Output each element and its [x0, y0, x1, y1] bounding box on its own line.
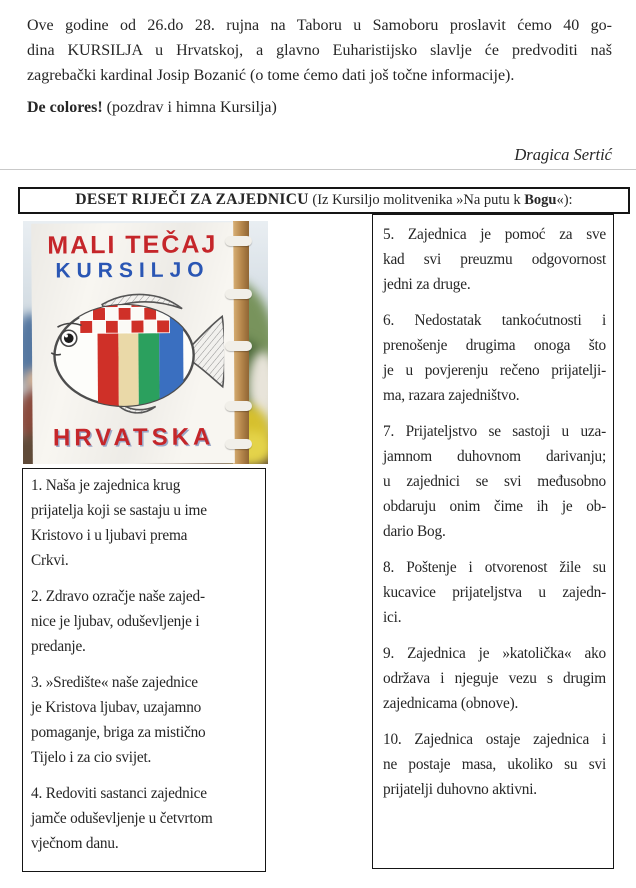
section-header-box	[18, 187, 630, 214]
intro-paragraph	[27, 13, 612, 88]
text-line: jedni za druge.	[383, 276, 471, 293]
text-line: 7. Prijateljstvo se sastoji u uza-	[383, 423, 606, 440]
text-line: Kristovo i u ljubavi prema	[31, 527, 188, 544]
text-line: kad svi preuzmu odgovornost	[383, 251, 606, 268]
text-line: 3. »Središte« naše zajednice	[31, 674, 198, 691]
list-item-1	[31, 473, 259, 573]
pole-strap	[225, 236, 252, 246]
list-item-2	[31, 584, 259, 659]
pole-strap	[225, 439, 252, 449]
text-line: održava i njeguje vezu s drugim	[383, 670, 606, 687]
list-item-5	[383, 222, 606, 297]
text-line: vječnom danu.	[31, 835, 119, 852]
text-line: u zajednici se svi međusobno	[383, 473, 606, 490]
text-line: dina KURSILJA u Hrvatskoj, a glavno Euharistijsko slavlje će predvoditi naš	[27, 42, 612, 59]
text-line: jamnom duhovnom darivanju;	[383, 448, 606, 465]
banner-text-kursiljo: KURSILJO	[55, 258, 210, 283]
text-line: prijatelji duhovno aktivni.	[383, 781, 537, 798]
text-line: je Kristova ljubav, uzajamno	[31, 699, 202, 716]
text-line: 9. Zajednica je »katolička« ako	[383, 645, 606, 662]
text-line: Crkvi.	[31, 552, 69, 569]
greeting-note: (pozdrav i himna Kursilja)	[102, 99, 277, 116]
text-line: 8. Poštenje i otvorenost žile su	[383, 559, 606, 576]
section-subtitle-suffix: «):	[556, 192, 573, 208]
greeting-line	[27, 99, 612, 117]
list-item-8	[383, 555, 606, 630]
text-line: 5. Zajednica je pomoć za sve	[383, 226, 606, 243]
text-line: 4. Redoviti sastanci zajednice	[31, 785, 207, 802]
list-item-7	[383, 419, 606, 544]
greeting-salute: De colores!	[27, 99, 103, 116]
text-line: kucavice prijateljstva u zajedn-	[383, 584, 606, 601]
banner-photo	[23, 221, 268, 464]
pole-strap	[225, 341, 252, 351]
list-item-10	[383, 727, 606, 802]
list-item-4	[31, 781, 259, 856]
text-line: nice je ljubav, oduševljenje i	[31, 613, 200, 630]
pole-strap	[225, 401, 252, 411]
list-item-3	[31, 670, 259, 770]
text-line: 10. Zajednica ostaje zajednica i	[383, 731, 606, 748]
text-line: obdaruju onim čime ih je ob-	[383, 498, 606, 515]
banner-text-mali-tecaj: MALI TEČAJ	[47, 230, 218, 260]
text-line: 2. Zdravo ozračje naše zajed-	[31, 588, 205, 605]
text-line: pomaganje, briga za mistično	[31, 724, 206, 741]
text-line: jamče oduševljenje u četvrtom	[31, 810, 213, 827]
fish-illustration	[40, 284, 225, 417]
text-line: 1. Naša je zajednica krug	[31, 477, 181, 494]
signature: Dragica Sertić	[514, 145, 612, 164]
section-subtitle-prefix: (Iz Kursiljo molitvenika »Na putu k	[308, 192, 525, 208]
text-line: zagrebački kardinal Josip Bozanić (o tome ćemo dati još točne informacije).	[27, 67, 515, 84]
list-item-9	[383, 641, 606, 716]
text-line: je u povjerenju rečeno prijatelji-	[383, 362, 606, 379]
text-line: 6. Nedostatak tankoćutnosti i	[383, 312, 606, 329]
text-line: ici.	[383, 609, 402, 626]
banner-cloth	[31, 222, 235, 464]
text-line: dario Bog.	[383, 523, 446, 540]
section-title: DESET RIJEČI ZA ZAJEDNICU	[75, 191, 309, 208]
right-column-box	[372, 214, 614, 869]
banner-text-hrvatska: HRVATSKA	[52, 423, 215, 452]
text-line: Ove godine od 26.do 28. rujna na Taboru u Samoboru proslavit ćemo 40 go-	[27, 17, 612, 34]
left-column-box	[22, 468, 266, 872]
section-subtitle-bold: Bogu	[524, 192, 557, 208]
text-line: predanje.	[31, 638, 86, 655]
text-line: prijatelja koji se sastaju u ime	[31, 502, 207, 519]
text-line: prenošenje drugima onoga što	[383, 337, 606, 354]
horizontal-rule	[0, 169, 636, 170]
text-line: zajednicama (obnove).	[383, 695, 519, 712]
pole-strap	[225, 289, 252, 299]
text-line: ma, razara zajedništvo.	[383, 387, 520, 404]
list-item-6	[383, 308, 606, 408]
text-line: Tijelo i za cio svijet.	[31, 749, 152, 766]
fish-tail	[190, 316, 224, 387]
text-line: ne postaje masa, ukoliko su svi	[383, 756, 606, 773]
